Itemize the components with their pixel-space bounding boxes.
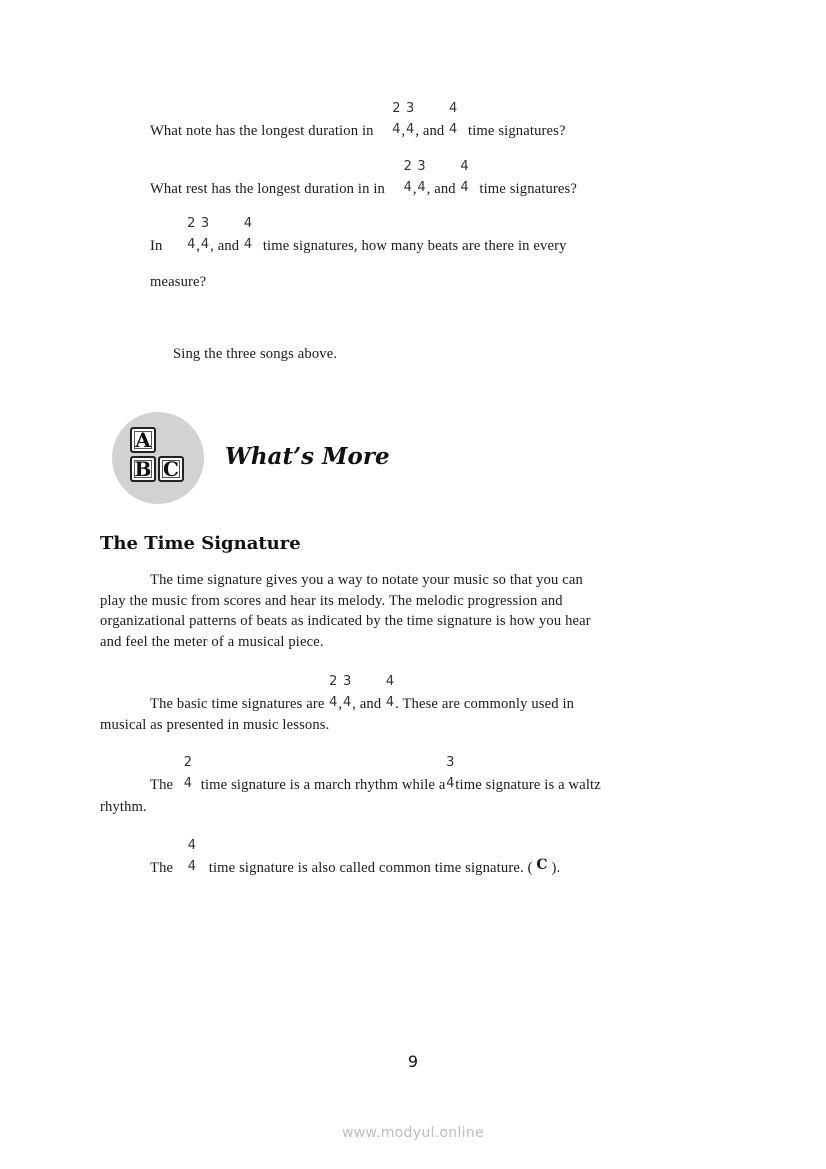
time-signature-4-4: 4 4 — [460, 159, 469, 195]
time-signature-3-4: 3 4 — [406, 101, 415, 137]
time-signature-3-4: 3 4 — [417, 159, 426, 195]
time-signature-2-4: 2 4 — [403, 159, 413, 195]
separator: , — [338, 696, 343, 712]
paragraph4 — [150, 838, 561, 879]
question-text: time signatures? — [479, 181, 578, 197]
time-signature-4-4: 4 4 — [385, 674, 395, 710]
page-number: 9 — [407, 1052, 419, 1071]
block-a: A — [130, 427, 156, 453]
time-signature-2-4: 2 4 — [187, 216, 196, 252]
paragraph1-line3: organizational patterns of beats as indicated by the time signature is how you hear — [100, 613, 591, 629]
separator: , and — [210, 238, 240, 254]
time-signature-4-4: 4 4 — [448, 101, 458, 137]
article-heading: The Time Signature — [100, 533, 301, 554]
watermark: www.modyul.online — [342, 1125, 484, 1141]
separator: , — [196, 238, 201, 254]
paragraph3-line1 — [150, 755, 601, 796]
question-text: What rest has the longest duration in in — [150, 181, 385, 197]
time-signature-2-4: 2 4 — [183, 755, 193, 791]
common-time-icon: C — [536, 857, 548, 873]
separator: , and — [426, 181, 456, 197]
question-rest-duration — [150, 159, 578, 200]
time-signature-3-4: 3 4 — [342, 674, 352, 710]
paragraph-text: The — [150, 860, 174, 876]
paragraph-text: The — [150, 777, 174, 793]
question-continuation: measure? — [150, 274, 207, 290]
paragraph-text: time signature is a march rhythm while a — [200, 777, 446, 793]
question-beats-per-measure — [150, 216, 567, 257]
question-text: time signatures? — [467, 123, 566, 139]
time-signature-4-4: 4 4 — [243, 216, 253, 252]
question-note-duration — [150, 101, 566, 142]
paragraph-text: time signature is also called common time signature. ( — [208, 860, 533, 876]
time-signature-3-4: 3 4 — [446, 755, 455, 791]
question-text: time signatures, how many beats are there in every — [262, 238, 567, 254]
question-text: In — [150, 238, 163, 254]
paragraph2-line2: musical as presented in music lessons. — [100, 717, 330, 733]
separator: , and — [352, 696, 382, 712]
paragraph3-line2: rhythm. — [100, 799, 147, 815]
time-signature-3-4: 3 4 — [200, 216, 210, 252]
separator: , — [412, 181, 417, 197]
separator: , and — [415, 123, 445, 139]
block-b: B — [130, 456, 156, 482]
block-c: C — [158, 456, 184, 482]
paragraph-text: ). — [551, 860, 561, 876]
question-text: What note has the longest duration in — [150, 123, 374, 139]
abc-blocks-icon — [112, 412, 204, 504]
paragraph1-line4: and feel the meter of a musical piece. — [100, 634, 324, 650]
paragraph-text: time signature is a waltz — [455, 777, 601, 793]
time-signature-2-4: 2 4 — [329, 674, 338, 710]
paragraph-text: . These are commonly used in — [395, 696, 575, 712]
paragraph1-line1: The time signature gives you a way to notate your music so that you can — [150, 572, 583, 588]
paragraph-text: The basic time signatures are — [150, 696, 325, 712]
time-signature-4-4: 4 4 — [187, 838, 197, 874]
separator: , — [401, 123, 406, 139]
paragraph1-line2: play the music from scores and hear its melody. The melodic progression and — [100, 593, 563, 609]
time-signature-2-4: 2 4 — [392, 101, 401, 137]
section-title: What’s More — [225, 443, 390, 470]
instruction: Sing the three songs above. — [173, 346, 338, 362]
paragraph2-line1 — [150, 674, 575, 715]
